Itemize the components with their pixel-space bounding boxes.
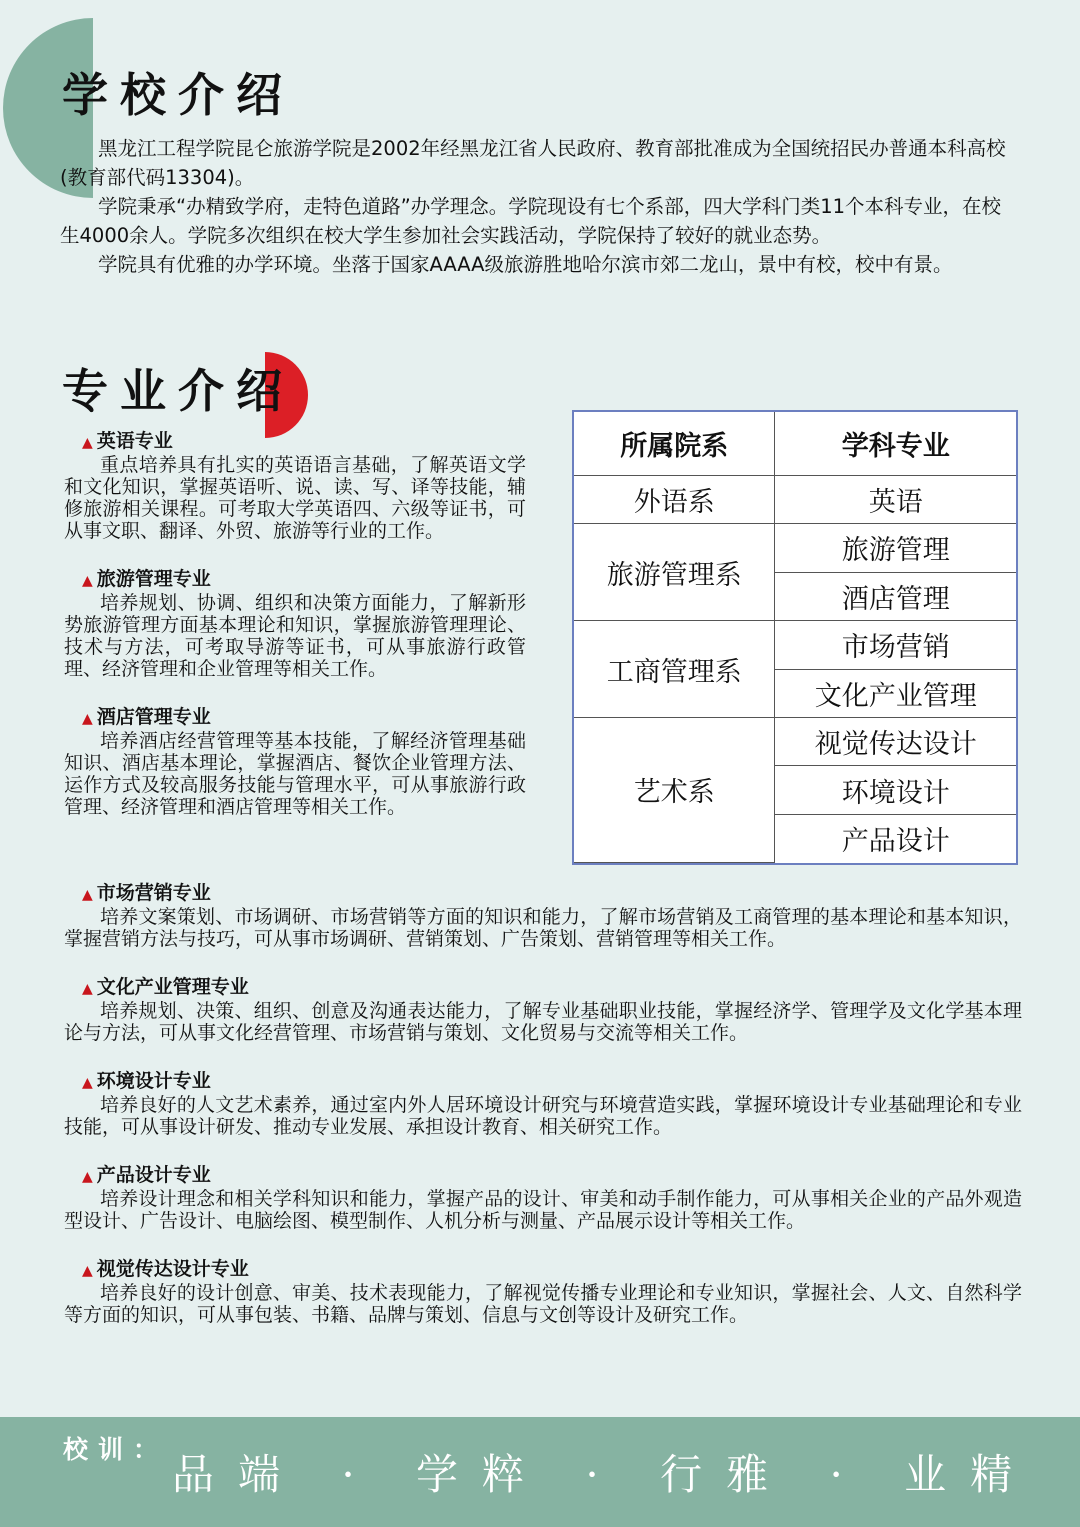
school-intro-text	[60, 134, 1015, 279]
school-intro-heading: 学校介绍	[62, 68, 294, 122]
table-cell-major: 环境设计	[775, 766, 1016, 814]
major-name: 英语专业	[96, 430, 173, 452]
major-name: 产品设计专业	[96, 1164, 211, 1186]
motto-label: 校训：	[63, 1435, 169, 1464]
table-cell-major: 文化产业管理	[775, 669, 1016, 717]
major-name: 旅游管理专业	[96, 568, 211, 590]
table-cell-major: 产品设计	[775, 814, 1016, 862]
intro-paragraph: 学院秉承“办精致学府，走特色道路”办学理念。学院现设有七个系部，四大学科门类11个本科专业，在校生4000余人。学院多次组织在校大学生参加社会实践活动，学院保持了较好的就业态势。	[60, 195, 1002, 247]
major-name: 文化产业管理专业	[96, 976, 249, 998]
triangle-marker-icon: ▲	[82, 981, 93, 997]
department-majors-table	[572, 410, 1018, 865]
intro-paragraph: 黑龙江工程学院昆仑旅游学院是2002年经黑龙江省人民政府、教育部批准成为全国统招民办普通本科高校(教育部代码13304)。	[60, 137, 1006, 189]
major-description: 培养规划、协调、组织和决策方面能力，了解新形势旅游管理方面基本理论和知识，掌握旅游管理理论、技术与方法，可考取导游等证书，可从事旅游行政管理、经济管理和企业管理等相关工作。	[64, 592, 526, 680]
triangle-marker-icon: ▲	[82, 1075, 93, 1091]
table-cell-major: 视觉传达设计	[775, 717, 1016, 765]
major-description: 培养设计理念和相关学科知识和能力，掌握产品的设计、审美和动手制作能力，可从事相关企业的产品外观造型设计、广告设计、电脑绘图、模型制作、人机分析与测量、产品展示设计等相关工作。	[64, 1188, 1022, 1232]
triangle-marker-icon: ▲	[82, 1263, 93, 1279]
major-item	[64, 430, 526, 542]
major-item	[64, 976, 1022, 1044]
motto-text: 品端 · 学粹 · 行雅 · 业精	[172, 1450, 1037, 1499]
triangle-marker-icon: ▲	[82, 887, 93, 903]
triangle-marker-icon: ▲	[82, 711, 93, 727]
table-header-department: 所属院系	[574, 412, 775, 475]
major-item	[64, 568, 526, 680]
table-cell-department: 外语系	[574, 475, 775, 523]
triangle-marker-icon: ▲	[82, 435, 93, 451]
major-item	[64, 1070, 1022, 1138]
table-cell-major: 市场营销	[775, 621, 1016, 669]
major-name: 市场营销专业	[96, 882, 211, 904]
triangle-marker-icon: ▲	[82, 573, 93, 589]
major-item	[64, 1258, 1022, 1326]
table-cell-major: 酒店管理	[775, 572, 1016, 620]
table-cell-department: 艺术系	[574, 717, 775, 862]
major-description: 培养酒店经营管理等基本技能，了解经济管理基础知识、酒店基本理论，掌握酒店、餐饮企业管理方法、运作方式及较高服务技能与管理水平，可从事旅游行政管理、经济管理和酒店管理等相关工作。	[64, 730, 526, 818]
majors-list-left	[64, 430, 526, 844]
major-description: 培养规划、决策、组织、创意及沟通表达能力，了解专业基础职业技能，掌握经济学、管理学及文化学基本理论与方法，可从事文化经营管理、市场营销与策划、文化贸易与交流等相关工作。	[64, 1000, 1022, 1044]
major-description: 培养良好的设计创意、审美、技术表现能力，了解视觉传播专业理论和专业知识，掌握社会、人文、自然科学等方面的知识，可从事包装、书籍、品牌与策划、信息与文创等设计及研究工作。	[64, 1282, 1022, 1326]
major-item	[64, 706, 526, 818]
table-cell-department: 旅游管理系	[574, 524, 775, 621]
majors-list-bottom	[64, 882, 1022, 1352]
table-cell-department: 工商管理系	[574, 621, 775, 718]
major-description: 培养良好的人文艺术素养，通过室内外人居环境设计研究与环境营造实践，掌握环境设计专业基础理论和专业技能，可从事设计研发、推动专业发展、承担设计教育、相关研究工作。	[64, 1094, 1022, 1138]
major-description: 重点培养具有扎实的英语语言基础，了解英语文学和文化知识，掌握英语听、说、读、写、译等技能，辅修旅游相关课程。可考取大学英语四、六级等证书，可从事文职、翻译、外贸、旅游等行业的工作。	[64, 454, 526, 542]
table-cell-major: 英语	[775, 475, 1016, 523]
intro-paragraph: 学院具有优雅的办学环境。坐落于国家AAAA级旅游胜地哈尔滨市郊二龙山，景中有校，校中有景。	[98, 253, 953, 276]
major-name: 酒店管理专业	[96, 706, 211, 728]
major-name: 视觉传达设计专业	[96, 1258, 249, 1280]
majors-heading: 专业介绍	[62, 364, 294, 418]
major-description: 培养文案策划、市场调研、市场营销等方面的知识和能力，了解市场营销及工商管理的基本理论和基本知识，掌握营销方法与技巧，可从事市场调研、营销策划、广告策划、营销管理等相关工作。	[64, 906, 1022, 950]
major-item	[64, 882, 1022, 950]
table-header-major: 学科专业	[775, 412, 1016, 475]
table-cell-major: 旅游管理	[775, 524, 1016, 572]
major-name: 环境设计专业	[96, 1070, 211, 1092]
triangle-marker-icon: ▲	[82, 1169, 93, 1185]
major-item	[64, 1164, 1022, 1232]
